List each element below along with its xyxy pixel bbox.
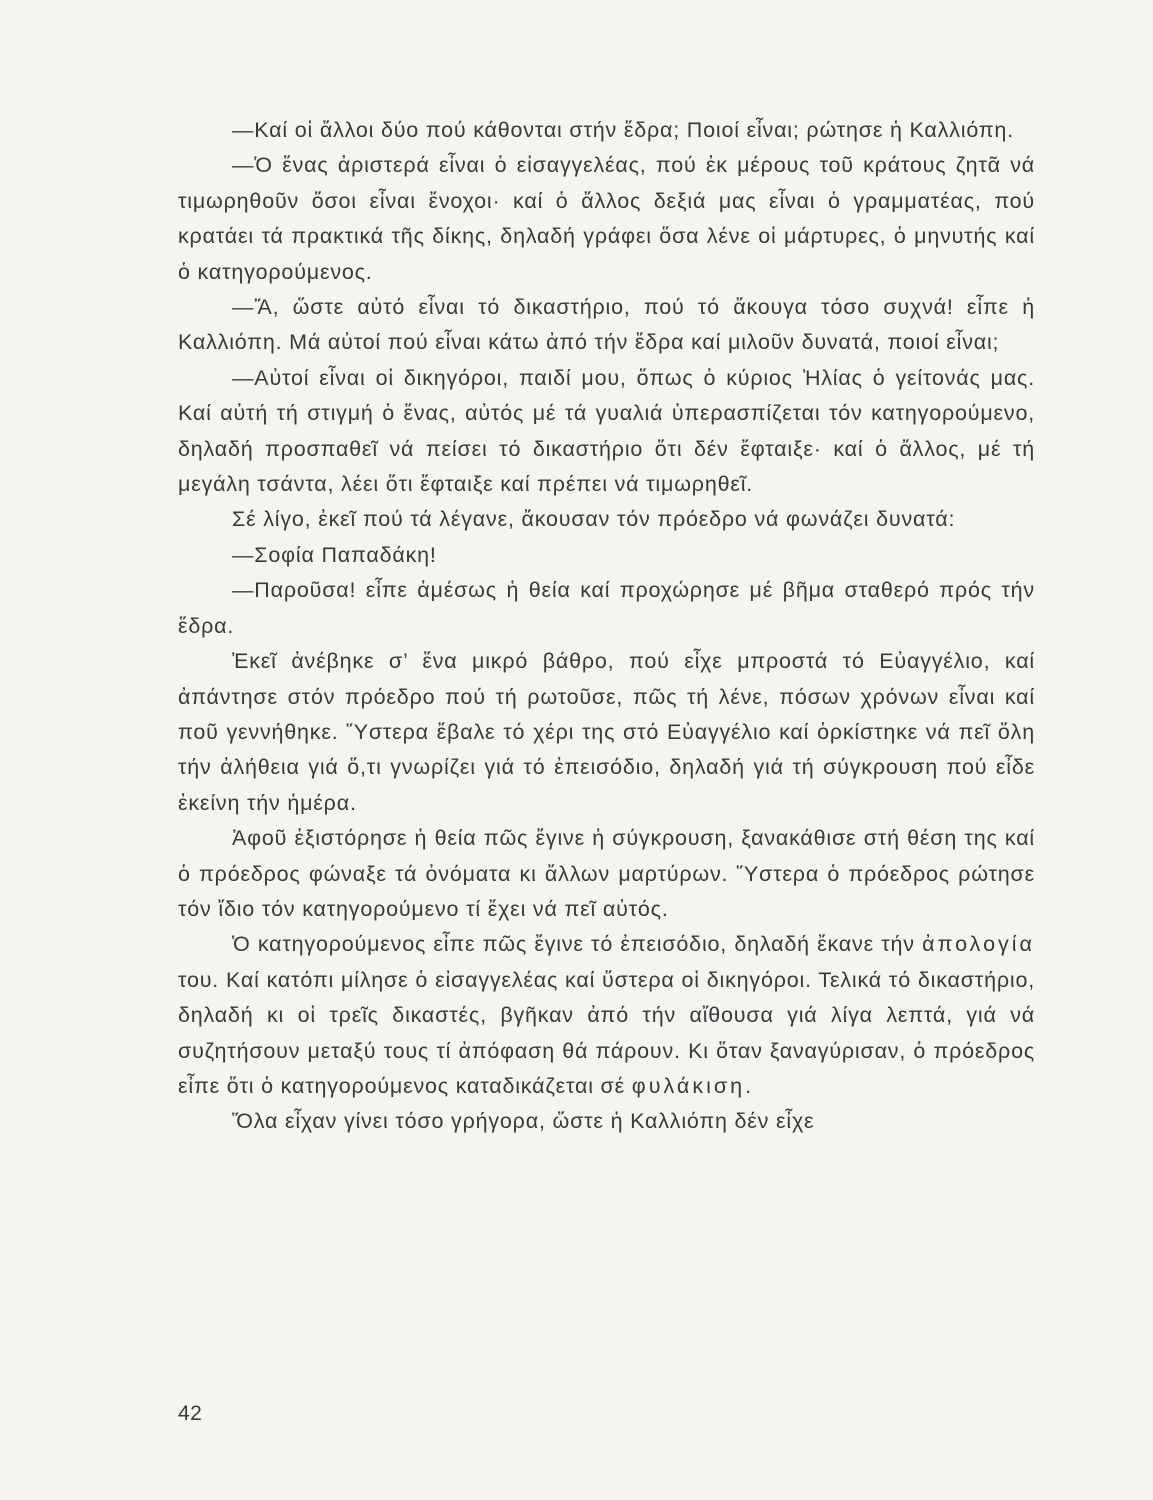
paragraph-2: —Ὁ ἕνας ἀριστερά εἶναι ὁ εἰσαγγελέας, πού ἐκ μέρους τοῦ κράτους ζητᾶ νά τιμωρηθοῦν ὅσοι εἶναι ἔνοχοι· καί ὁ ἄλλος δεξιά μας εἶναι ὁ γραμματέας, πού κρατάει τά πρακτικά τῆς δίκης, δηλαδή γράφει ὅσα λένε οἱ μάρτυρες, ὁ μηνυτής καί ὁ κατηγορούμενος. [178,153,1035,284]
paragraph-1: —Καί οἱ ἄλλοι δύο πού κάθονται στήν ἕδρα; Ποιοί εἶναι; ρώτησε ἡ Καλλιόπη. [232,118,1014,142]
emphasis-apologia: ἀπολογία [922,932,1035,957]
paragraph-10 [178,927,1035,1104]
paragraph-10-end: . [745,1073,752,1098]
paragraph-3: —Ἄ, ὥστε αὐτό εἶναι τό δικαστήριο, πού τό ἄκουγα τόσο συχνά! εἶπε ἡ Καλλιόπη. Μά αὐτοί πού εἶναι κάτω ἀπό τήν ἕδρα καί μιλοῦν δυνατά, ποιοί εἶναι; [178,295,1035,355]
paragraph-9: Ἀφοῦ ἐξιστόρησε ἡ θεία πῶς ἔγινε ἡ σύγκρουση, ξανακάθισε στή θέση της καί ὁ πρόεδρος φώναξε τά ὀνόματα κι ἄλλων μαρτύρων. Ὕστερα ὁ πρόεδρος ρώτησε τόν ἴδιο τόν κατηγορούμενο τί ἔχει νά πεῖ αὐτός. [178,826,1035,921]
paragraph-11: Ὅλα εἶχαν γίνει τόσο γρήγορα, ὥστε ἡ Καλλιόπη δέν εἶχε [232,1109,815,1134]
paragraph-6: —Σοφία Παπαδάκη! [232,542,437,567]
paragraph-10-text-a: Ὁ κατηγορούμενος εἶπε πῶς ἔγινε τό ἐπεισόδιο, δηλαδή ἔκανε τήν [232,932,923,957]
emphasis-fylakisi: φυλάκιση [631,1073,746,1098]
paragraph-8: Ἐκεῖ ἀνέβηκε σ’ ἕνα μικρό βάθρο, πού εἶχε μπροστά τό Εὐαγγέλιο, καί ἀπάντησε στόν πρόεδρο πού τή ρωτοῦσε, πῶς τή λένε, πόσων χρόνων εἶναι καί ποῦ γεννήθηκε. Ὕστερα ἔβαλε τό χέρι της στό Εὐαγγέλιο καί ὁρκίστηκε νά πεῖ ὅλη τήν ἀλήθεια γιά ὅ,τι γνωρίζει γιά τό ἐπεισόδιο, δηλαδή γιά τή σύγκρουση πού εἶδε ἐκείνη τήν ἡμέρα. [178,649,1035,815]
body-text [178,113,1035,1140]
paragraph-4: —Αὐτοί εἶναι οἱ δικηγόροι, παιδί μου, ὅπως ὁ κύριος Ἠλίας ὁ γείτονάς μας. Καί αὐτή τή στιγμή ὁ ἕνας, αὐτός μέ τά γυαλιά ὑπερασπίζεται τόν κατηγορούμενο, δηλαδή προσπαθεῖ νά πείσει τό δικαστήριο ὅτι δέν ἔφταιξε· καί ὁ ἄλλος, μέ τή μεγάλη τσάντα, λέει ὅτι ἔφταιξε καί πρέπει νά τιμωρηθεῖ. [178,365,1035,497]
paragraph-7: —Παροῦσα! εἶπε ἀμέσως ἡ θεία καί προχώρησε μέ βῆμα σταθερό πρός τήν ἕδρα. [178,578,1035,638]
paragraph-5: Σέ λίγο, ἐκεῖ πού τά λέγανε, ἄκουσαν τόν πρόεδρο νά φωνάζει δυνατά: [232,507,956,532]
page-number: 42 [178,1402,203,1425]
paragraph-10-text-b: του. Καί κατόπι μίλησε ὁ εἰσαγγελέας καί ὕστερα οἱ δικηγόροι. Τελικά τό δικαστήριο, δηλαδή κι οἱ τρεῖς δικαστές, βγῆκαν ἀπό τήν αἴθουσα γιά λίγα λεπτά, γιά νά συζητήσουν μεταξύ τους τί ἀπόφαση θά πάρουν. Κι ὅταν ξαναγύρισαν, ὁ πρόεδρος εἶπε ὅτι ὁ κατηγορούμενος καταδικάζεται σέ [178,967,1035,1098]
